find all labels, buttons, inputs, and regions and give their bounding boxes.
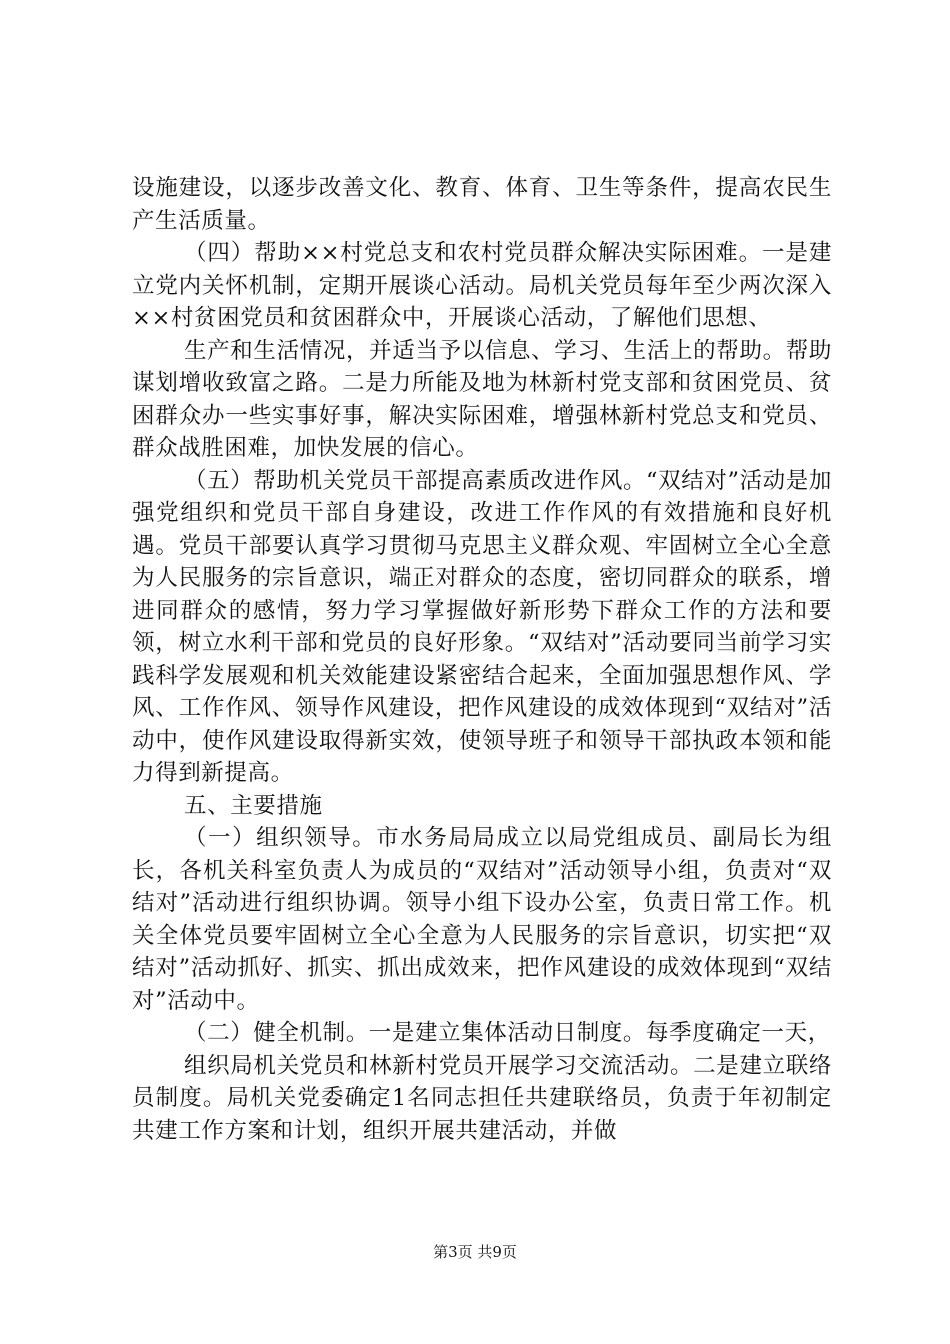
paragraph-1: 设施建设，以逐步改善文化、教育、体育、卫生等条件，提高农民生产生活质量。 [132,175,832,234]
paragraph-7: 组织局机关党员和林新村党员开展学习交流活动。二是建立联络员制度。局机关党委确定1名同志担任共建联络员，负责于年初制定共建工作方案和计划，组织开展共建活动，并做 [132,1052,832,1144]
paragraph-6: （二）健全机制。一是建立集体活动日制度。每季度确定一天， [184,1020,831,1046]
paragraph-2: （四）帮助××村党总支和农村党员群众解决实际困难。一是建立党内关怀机制，定期开展谈心活动。局机关党员每年至少两次深入××村贫困党员和贫困群众中，开展谈心活动，了解他们思想、 [132,240,832,331]
paragraph-5: （一）组织领导。市水务局局成立以局党组成员、副局长为组长，各机关科室负责人为成员的“双结对”活动领导小组，负责对“双结对”活动进行组织协调。领导小组下设办公室，负责日常工作。机关全体党员要牢固树立全心全意为人民服务的宗旨意识，切实把“双结对”活动抓好、抓实、抓出成效来，把作风建设的成效体现到“双结对”活动中。 [132,825,832,1014]
page-number-footer: 第3页 共9页 [433,1243,517,1261]
paragraph-4: （五）帮助机关党员干部提高素质改进作风。“双结对”活动是加强党组织和党员干部自身建设，改进工作作风的有效措施和良好机遇。党员干部要认真学习贯彻马克思主义群众观、牢固树立全心全意为人民服务的宗旨意识，端正对群众的态度，密切同群众的联系，增进同群众的感情，努力学习掌握做好新形势下群众工作的方法和要领，树立水利干部和党员的良好形象。“双结对”活动要同当前学习实践科学发展观和机关效能建设紧密结合起来，全面加强思想作风、学风、工作作风、领导作风建设，把作风建设的成效体现到“双结对”活动中，使作风建设取得新实效，使领导班子和领导干部执政本领和能力得到新提高。 [132,467,832,786]
document-body [132,172,832,1147]
section-heading: 五、主要措施 [184,792,323,819]
paragraph-3: 生产和生活情况，并适当予以信息、学习、生活上的帮助。帮助谋划增收致富之路。二是力所能及地为林新村党支部和贫困党员、贫困群众办一些实事好事，解决实际困难，增强林新村党总支和党员、群众战胜困难，加快发展的信心。 [132,337,832,461]
